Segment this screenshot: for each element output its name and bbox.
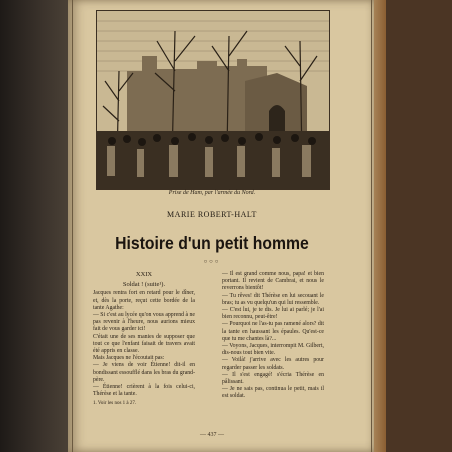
paragraph: — C'est lui, je te dis. Je lui ai parlé; je l'ai bien reconnu, peut-être! <box>222 307 324 321</box>
footnote: 1. Voir les nos 1 à 27. <box>93 401 137 407</box>
text-column-left <box>93 271 195 408</box>
paragraph: Jacques rentra fort en retard pour le dîner, et, dès la porte, reçut cette bordée de la tante Agathe: <box>93 290 195 311</box>
paragraph: — Il est grand comme nous, papa! et bien portant. Il revient de Cambrai, et nous le reverrons bientôt! <box>222 271 324 292</box>
paragraph: — Il s'est engagé! s'écria Thérèse en pâlissant. <box>222 371 324 386</box>
paragraph: — Je viens de voir Étienne! dit-il en bondissant essoufflé dans les bras du grand-père. <box>93 362 195 383</box>
title-ornament: ○○○ <box>203 259 221 265</box>
illustration-caption: Prise de Ham, par l'armée du Nord. <box>168 190 256 196</box>
text-column-right <box>222 271 324 401</box>
paragraph: — Pourquoi ne l'as-tu pas ramené alors? dit la tante en haussant les épaules. Qu'est-ce que tu me chantes là?... <box>222 321 324 342</box>
paragraph: — Étienne! crièrent à la fois celui-ci, Thérèse et la tante. <box>93 384 195 398</box>
page-number: — 437 — <box>200 432 224 438</box>
author-name: MARIE ROBERT-HALT <box>167 210 257 219</box>
article-title: Histoire d'un petit homme <box>115 233 309 253</box>
chapter-number: XXIX <box>135 271 153 278</box>
paragraph: — Je ne sais pas, continua le petit, mais il est soldat. <box>222 386 324 400</box>
paragraph: — Voilà! j'arrive avec les autres pour regarder passer les soldats. <box>222 357 324 371</box>
book-spine <box>0 0 68 452</box>
page-edge <box>374 0 386 452</box>
paragraph: — Si c'est au lycée qu'on vous apprend à ne pas revenir à l'heure, nous aurions mieux fait de vous garder ici! <box>93 312 195 333</box>
paragraph: Mais Jacques ne l'écoutait pas: <box>93 355 165 362</box>
background-right <box>386 0 452 452</box>
engraving-scene <box>97 11 329 189</box>
section-title: Soldat ! (suite¹). <box>122 281 166 289</box>
engraving-illustration <box>96 10 330 190</box>
paragraph: — Tu rêves! dit Thérèse en lui secouant le bras; tu as vu quelqu'un qui lui ressemble. <box>222 292 324 306</box>
paragraph: C'était une de ses manies de supposer que tout ce que l'enfant faisait de travers avait été appris en classe. <box>93 333 195 355</box>
paragraph: — Voyons, Jacques, interrompit M. Gilbert, dis-nous tout bien vite. <box>222 343 324 357</box>
